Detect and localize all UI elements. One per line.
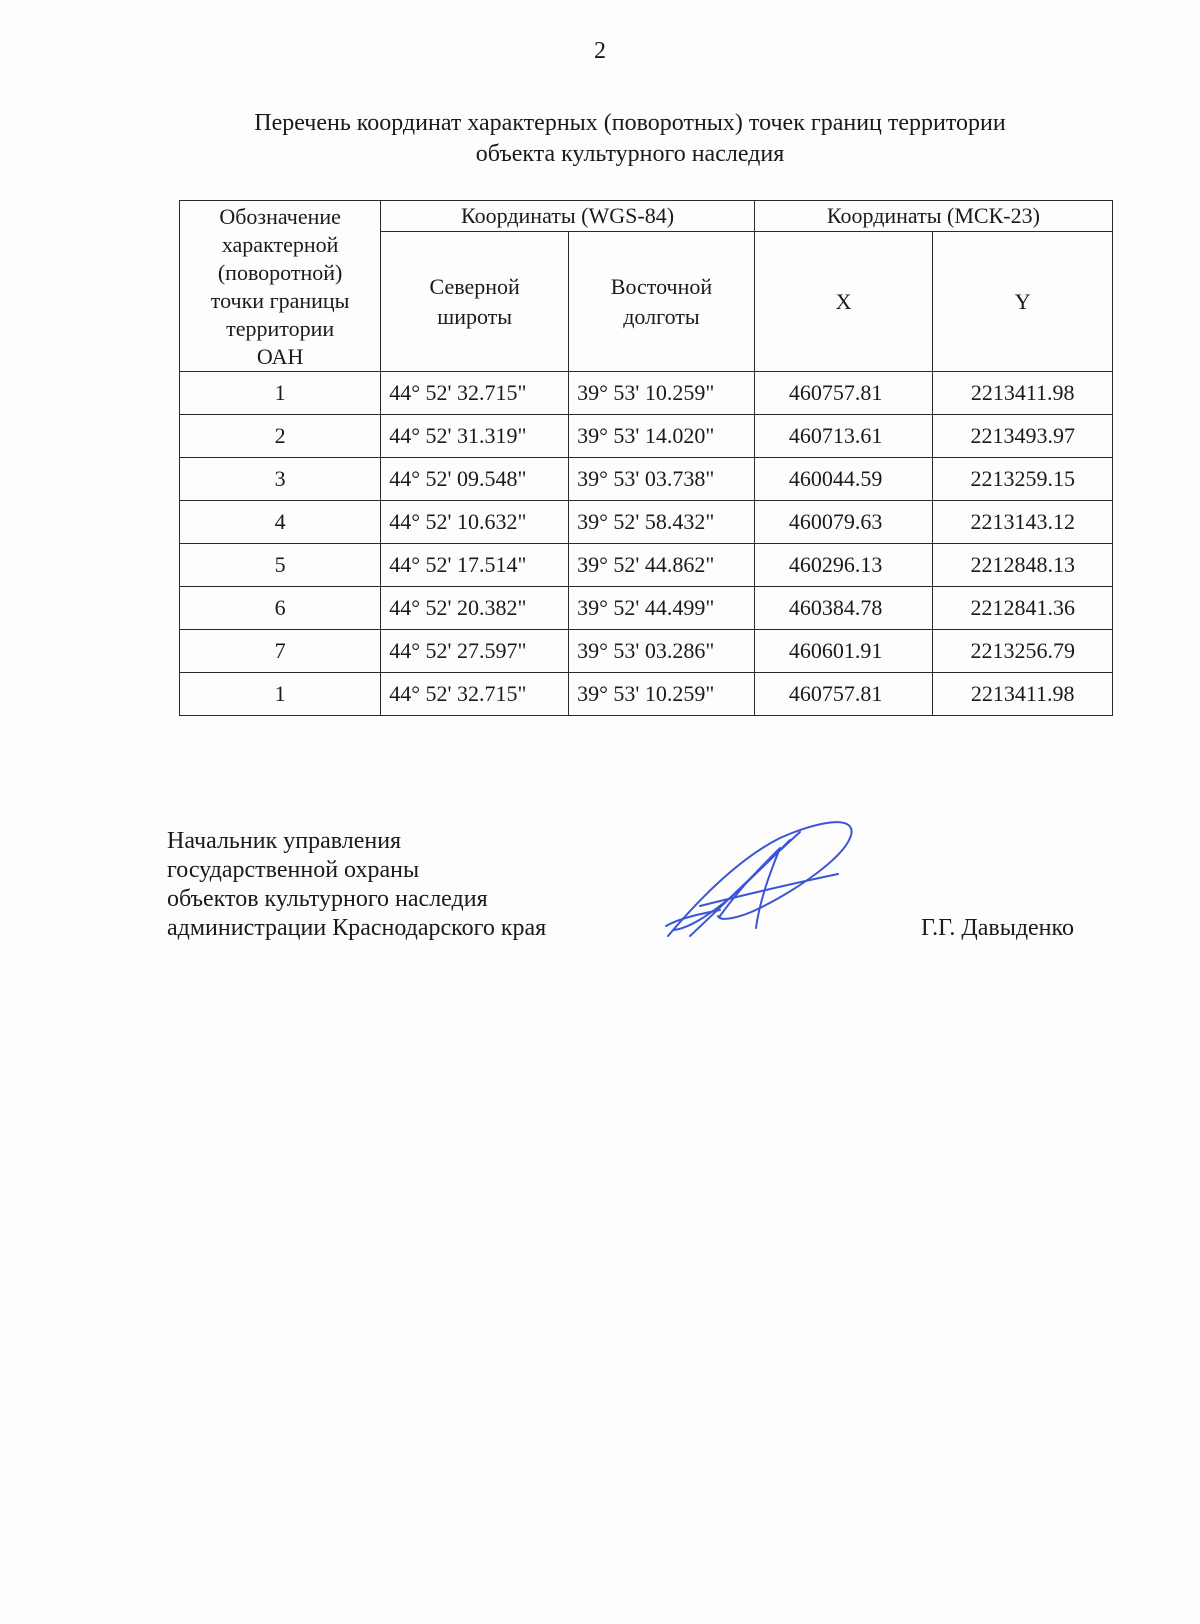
x-cell: 460713.61 bbox=[754, 415, 933, 458]
x-cell: 460757.81 bbox=[754, 372, 933, 415]
header-point-line: Обозначение bbox=[219, 204, 341, 229]
document-title-line-1: Перечень координат характерных (поворотных) точек границ территории bbox=[254, 110, 1006, 136]
header-x: X bbox=[754, 232, 933, 372]
table-row bbox=[180, 544, 1113, 587]
x-cell: 460296.13 bbox=[754, 544, 933, 587]
header-longitude-line: Восточной bbox=[610, 273, 713, 299]
latitude-cell: 44° 52' 20.382" bbox=[381, 587, 569, 630]
point-number-cell: 1 bbox=[180, 673, 381, 716]
y-cell: 2212848.13 bbox=[933, 544, 1113, 587]
point-number-cell: 3 bbox=[180, 458, 381, 501]
header-point-line: территории bbox=[226, 316, 335, 341]
table-row bbox=[180, 587, 1113, 630]
table-row bbox=[180, 673, 1113, 716]
point-number-cell: 4 bbox=[180, 501, 381, 544]
y-cell: 2213259.15 bbox=[933, 458, 1113, 501]
header-latitude bbox=[381, 232, 569, 372]
x-cell: 460757.81 bbox=[754, 673, 933, 716]
longitude-cell: 39° 53' 10.259" bbox=[569, 372, 755, 415]
signer-position-line: государственной охраны bbox=[167, 857, 420, 883]
header-longitude-line: долготы bbox=[623, 303, 700, 329]
latitude-cell: 44° 52' 31.319" bbox=[381, 415, 569, 458]
table-row bbox=[180, 630, 1113, 673]
y-cell: 2213411.98 bbox=[933, 673, 1113, 716]
x-cell: 460384.78 bbox=[754, 587, 933, 630]
document-title-line-2: объекта культурного наследия bbox=[475, 141, 785, 167]
point-number-cell: 1 bbox=[180, 372, 381, 415]
point-number-cell: 6 bbox=[180, 587, 381, 630]
signer-position-line: администрации Краснодарского края bbox=[167, 915, 547, 941]
latitude-cell: 44° 52' 10.632" bbox=[381, 501, 569, 544]
latitude-cell: 44° 52' 27.597" bbox=[381, 630, 569, 673]
coordinates-table bbox=[179, 200, 1113, 716]
longitude-cell: 39° 52' 58.432" bbox=[569, 501, 755, 544]
longitude-cell: 39° 53' 03.738" bbox=[569, 458, 755, 501]
header-y: Y bbox=[933, 232, 1113, 372]
point-number-cell: 7 bbox=[180, 630, 381, 673]
table-row bbox=[180, 458, 1113, 501]
signer-position-line: объектов культурного наследия bbox=[167, 886, 488, 912]
header-wgs84: Координаты (WGS-84) bbox=[381, 201, 755, 232]
header-point-line: характерной bbox=[221, 232, 339, 257]
handwritten-signature bbox=[660, 818, 880, 948]
latitude-cell: 44° 52' 32.715" bbox=[381, 372, 569, 415]
y-cell: 2213493.97 bbox=[933, 415, 1113, 458]
header-point-line: (поворотной) bbox=[217, 260, 343, 285]
header-point-designation bbox=[180, 201, 381, 372]
signer-name: Г.Г. Давыденко bbox=[921, 915, 1074, 941]
point-number-cell: 5 bbox=[180, 544, 381, 587]
point-number-cell: 2 bbox=[180, 415, 381, 458]
signer-position bbox=[167, 827, 546, 943]
longitude-cell: 39° 53' 03.286" bbox=[569, 630, 755, 673]
page-number: 2 bbox=[594, 38, 606, 64]
latitude-cell: 44° 52' 09.548" bbox=[381, 458, 569, 501]
table-row bbox=[180, 501, 1113, 544]
x-cell: 460601.91 bbox=[754, 630, 933, 673]
longitude-cell: 39° 53' 14.020" bbox=[569, 415, 755, 458]
header-latitude-line: широты bbox=[437, 303, 513, 329]
longitude-cell: 39° 52' 44.862" bbox=[569, 544, 755, 587]
x-cell: 460044.59 bbox=[754, 458, 933, 501]
latitude-cell: 44° 52' 32.715" bbox=[381, 673, 569, 716]
document-title bbox=[180, 108, 1080, 170]
x-cell: 460079.63 bbox=[754, 501, 933, 544]
signer-position-line: Начальник управления bbox=[167, 828, 402, 854]
y-cell: 2212841.36 bbox=[933, 587, 1113, 630]
longitude-cell: 39° 52' 44.499" bbox=[569, 587, 755, 630]
table-row bbox=[180, 372, 1113, 415]
y-cell: 2213256.79 bbox=[933, 630, 1113, 673]
latitude-cell: 44° 52' 17.514" bbox=[381, 544, 569, 587]
longitude-cell: 39° 53' 10.259" bbox=[569, 673, 755, 716]
header-point-line: ОАН bbox=[256, 344, 304, 369]
y-cell: 2213411.98 bbox=[933, 372, 1113, 415]
header-longitude bbox=[569, 232, 755, 372]
header-msk23: Координаты (МСК-23) bbox=[754, 201, 1112, 232]
y-cell: 2213143.12 bbox=[933, 501, 1113, 544]
header-latitude-line: Северной bbox=[429, 273, 520, 299]
header-point-line: точки границы bbox=[210, 288, 350, 313]
table-row bbox=[180, 415, 1113, 458]
